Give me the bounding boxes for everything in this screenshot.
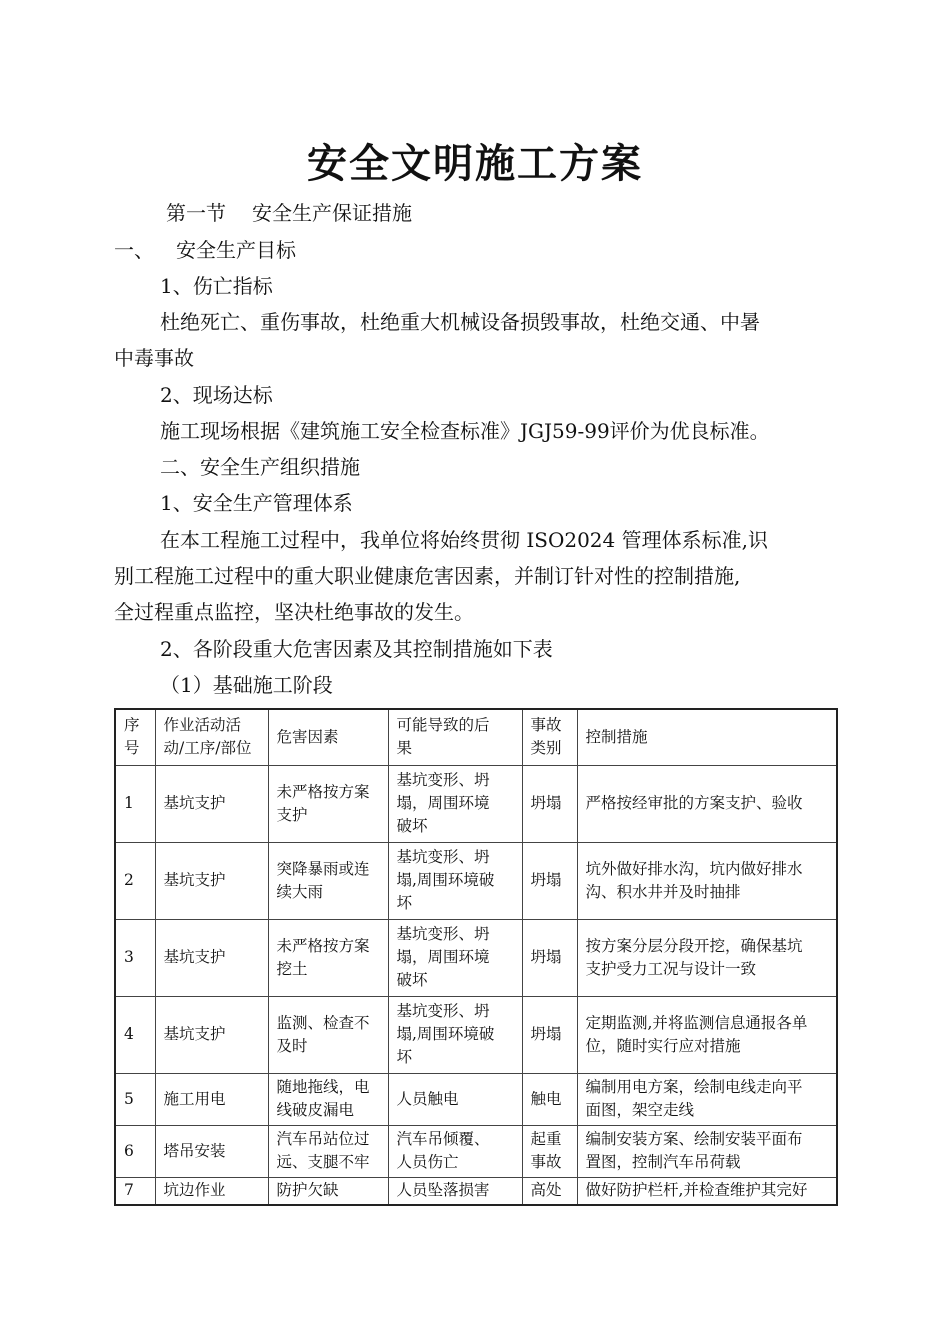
cell-type: 坍塌 <box>522 765 577 842</box>
cell-activity: 坑边作业 <box>155 1177 268 1205</box>
cell-no: 6 <box>115 1125 155 1177</box>
heading-one-number: 一、 <box>114 238 154 262</box>
cell-no: 7 <box>115 1177 155 1205</box>
table-row <box>115 996 837 1073</box>
cell-hazard: 随地拖线，电 线破皮漏电 <box>268 1073 388 1125</box>
cell-no: 5 <box>115 1073 155 1125</box>
cell-hazard: 监测、检查不 及时 <box>268 996 388 1073</box>
cell-activity: 塔吊安装 <box>155 1125 268 1177</box>
cell-type: 高处 <box>522 1177 577 1205</box>
table-row <box>115 919 837 996</box>
item2-body: 施工现场根据《建筑施工安全检查标准》JGJ59-99评价为优良标准。 <box>160 419 770 443</box>
cell-no: 1 <box>115 765 155 842</box>
cell-hazard: 防护欠缺 <box>268 1177 388 1205</box>
cell-hazard: 汽车吊站位过 远、支腿不牢 <box>268 1125 388 1177</box>
sub1-body-line1: 在本工程施工过程中，我单位将始终贯彻 ISO2024 管理体系标准,识 <box>160 528 768 552</box>
item1-body-line1: 杜绝死亡、重伤事故，杜绝重大机械设备损毁事故，杜绝交通、中暑 <box>160 310 760 334</box>
header-no: 序 号 <box>115 709 155 765</box>
cell-result: 人员坠落损害 <box>388 1177 522 1205</box>
heading-one <box>114 236 296 264</box>
cell-activity: 基坑支护 <box>155 996 268 1073</box>
cell-type: 坍塌 <box>522 996 577 1073</box>
header-hazard: 危害因素 <box>268 709 388 765</box>
heading-one-text: 安全生产目标 <box>176 238 296 262</box>
cell-measure: 编制安装方案、绘制安装平面布 置图，控制汽车吊荷载 <box>577 1125 837 1177</box>
cell-activity: 施工用电 <box>155 1073 268 1125</box>
sub1-body-line3: 全过程重点监控，坚决杜绝事故的发生。 <box>114 600 474 624</box>
table-row <box>115 1073 837 1125</box>
hazard-table <box>114 708 838 1206</box>
stage1-title: （1）基础施工阶段 <box>160 673 333 697</box>
cell-hazard: 未严格按方案 挖土 <box>268 919 388 996</box>
cell-measure: 坑外做好排水沟，坑内做好排水 沟、积水井并及时抽排 <box>577 842 837 919</box>
cell-result: 汽车吊倾覆、 人员伤亡 <box>388 1125 522 1177</box>
cell-measure: 做好防护栏杆,并检查维护其完好 <box>577 1177 837 1205</box>
cell-result: 基坑变形、坍 塌,周围环境破 坏 <box>388 996 522 1073</box>
heading-two: 二、安全生产组织措施 <box>160 455 360 479</box>
cell-activity: 基坑支护 <box>155 919 268 996</box>
table-row <box>115 842 837 919</box>
section-heading <box>166 199 412 227</box>
cell-type: 坍塌 <box>522 842 577 919</box>
cell-measure: 严格按经审批的方案支护、验收 <box>577 765 837 842</box>
header-type: 事故 类别 <box>522 709 577 765</box>
cell-no: 3 <box>115 919 155 996</box>
cell-hazard: 突降暴雨或连 续大雨 <box>268 842 388 919</box>
cell-type: 触电 <box>522 1073 577 1125</box>
section-title: 安全生产保证措施 <box>252 201 412 225</box>
cell-result: 基坑变形、坍 塌,周围环境破 坏 <box>388 842 522 919</box>
item1-body-line2: 中毒事故 <box>114 346 194 370</box>
cell-activity: 基坑支护 <box>155 842 268 919</box>
table-header-row <box>115 709 837 765</box>
cell-measure: 按方案分层分段开挖，确保基坑 支护受力工况与设计一致 <box>577 919 837 996</box>
cell-hazard: 未严格按方案 支护 <box>268 765 388 842</box>
header-measure: 控制措施 <box>577 709 837 765</box>
section-label: 第一节 <box>166 201 226 225</box>
header-activity: 作业活动活 动/工序/部位 <box>155 709 268 765</box>
sub1-title: 1、安全生产管理体系 <box>160 491 353 515</box>
cell-activity: 基坑支护 <box>155 765 268 842</box>
header-result: 可能导致的后 果 <box>388 709 522 765</box>
sub2-title: 2、各阶段重大危害因素及其控制措施如下表 <box>160 637 553 661</box>
table-row <box>115 1177 837 1205</box>
cell-result: 基坑变形、坍 塌，周围环境 破坏 <box>388 765 522 842</box>
sub1-body-line2: 别工程施工过程中的重大职业健康危害因素，并制订针对性的控制措施, <box>114 564 741 588</box>
cell-type: 坍塌 <box>522 919 577 996</box>
cell-no: 4 <box>115 996 155 1073</box>
item2-title: 2、现场达标 <box>160 383 273 407</box>
cell-type: 起重 事故 <box>522 1125 577 1177</box>
item1-title: 1、伤亡指标 <box>160 274 273 298</box>
cell-result: 基坑变形、坍 塌，周围环境 破坏 <box>388 919 522 996</box>
cell-measure: 编制用电方案，绘制电线走向平 面图，架空走线 <box>577 1073 837 1125</box>
cell-measure: 定期监测,并将监测信息通报各单 位，随时实行应对措施 <box>577 996 837 1073</box>
document-title: 安全文明施工方案 <box>307 140 643 187</box>
table-row <box>115 765 837 842</box>
cell-no: 2 <box>115 842 155 919</box>
table-row <box>115 1125 837 1177</box>
cell-result: 人员触电 <box>388 1073 522 1125</box>
